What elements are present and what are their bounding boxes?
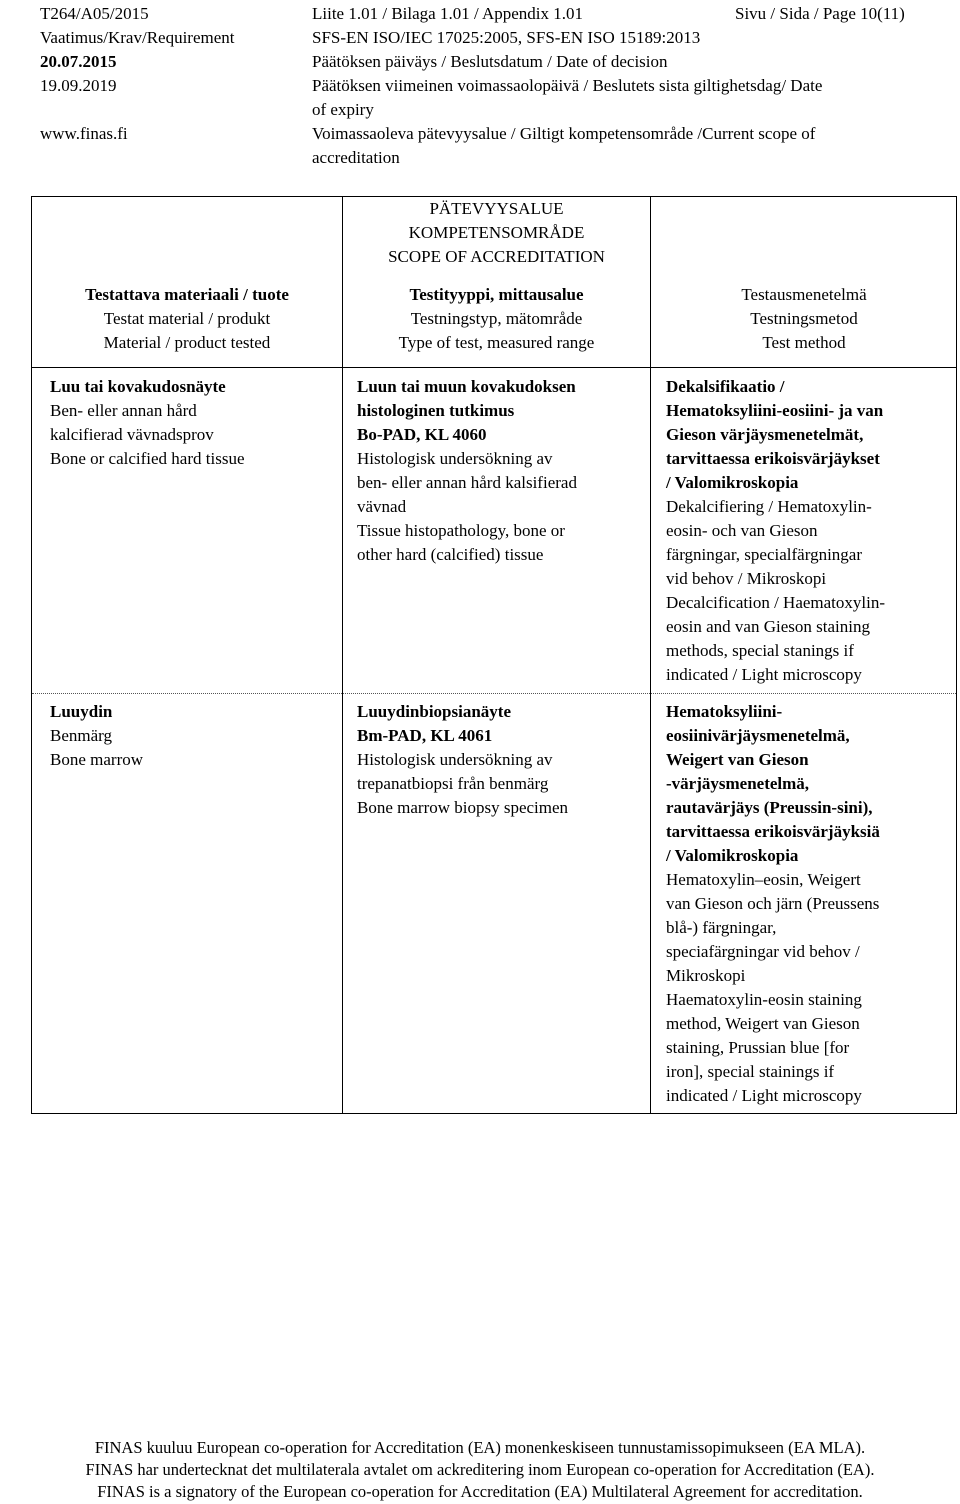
website-link[interactable]: www.finas.fi [40,124,128,143]
decision-date-label: Päätöksen päiväys / Beslutsdatum / Date of decision [312,52,668,71]
scope-label: Voimassaoleva pätevyysalue / Giltigt kompetensområde /Current scope of [312,124,816,143]
requirement-label: Vaatimus/Krav/Requirement [40,28,235,47]
column-header-test-method: Testausmenetelmä Testningsmetod Test method [741,285,867,352]
header-row-1 [0,2,960,26]
requirement-value: SFS-EN ISO/IEC 17025:2005, SFS-EN ISO 15189:2013 [312,28,701,47]
scope-table [31,196,957,1114]
scope-title: PÄTEVYYSALUE KOMPETENSOMRÅDE SCOPE OF ACCREDITATION [388,199,605,266]
column-header-test-type: Testityyppi, mittausalue Testningstyp, mätområde Type of test, measured range [398,285,595,352]
column-header-material: Testattava materiaali / tuote Testat material / produkt Material / product tested [85,285,289,352]
header-row-2 [0,26,960,50]
row1-material: Luu tai kovakudosnäyte Ben- eller annan hård kalcifierad vävnadsprov Bone or calcified hard tissue [50,377,245,468]
header-divider [32,367,956,368]
row-divider [32,693,956,694]
row2-test-type: Luuydinbiopsianäyte Bm-PAD, KL 4061 Histologisk undersökning av trepanatbiopsi från benmärg Bone marrow biopsy specimen [357,702,569,817]
appendix-label: Liite 1.01 / Bilaga 1.01 / Appendix 1.01 [312,4,584,23]
doc-id: T264/A05/2015 [40,4,149,23]
header-row-5 [0,98,960,122]
page-number: Sivu / Sida / Page 10(11) [735,4,905,23]
scope-label-cont: accreditation [312,148,400,167]
footer-line-sv: FINAS har undertecknat det multilaterala avtalet om ackreditering inom European co-operation for Accreditation (EA). [85,1460,875,1479]
footer-line-fi: FINAS kuuluu European co-operation for Accreditation (EA) monenkeskiseen tunnustamissopimukseen (EA MLA). [94,1438,866,1457]
header-row-6 [0,122,960,146]
row2-test-method: Hematoksyliini- eosiinivärjäysmenetelmä, Weigert van Gieson -värjäysmenetelmä, rautavärjäys (Preussin-sini), tarvittaessa erikoisvärjäyksiä / Valomikroskopia Hematoxylin–eosin, Weigert van Gieson och järn (Preussens blå-) färgningar, speciafärgningar vid behov / Mikroskopi Haematoxylin-eosin staining method, Weigert van Gieson staining, Prussian blue [for iron], special stainings if indicated / Light microscopy [666,702,880,1105]
expiry-date-label: Päätöksen viimeinen voimassaolopäivä / Beslutets sista giltighetsdag/ Date [312,76,823,95]
row1-test-type: Luun tai muun kovakudoksen histologinen tutkimus Bo-PAD, KL 4060 Histologisk undersökning av ben- eller annan hård kalsifierad vävnad Tissue histopathology, bone or other hard (calcified) tissue [357,377,577,564]
header-row-7 [0,146,960,170]
footer-line-en: FINAS is a signatory of the European co-operation for Accreditation (EA) Multilateral Agreement for accreditation. [97,1482,863,1501]
row2-material: Luuydin Benmärg Bone marrow [50,702,144,769]
expiry-date-label-cont: of expiry [312,100,374,119]
expiry-date: 19.09.2019 [40,76,117,95]
header-row-3 [0,50,960,74]
header-row-4 [0,74,960,98]
decision-date: 20.07.2015 [40,52,117,71]
footer-accreditation-note [0,1437,960,1503]
row1-test-method: Dekalsifikaatio / Hematoksyliini-eosiini- ja van Gieson värjäysmenetelmät, tarvittaessa erikoisvärjäykset / Valomikroskopia Dekalcifiering / Hematoxylin- eosin- och van Gieson färgningar, specialfärgningar vid behov / Mikroskopi Decalcification / Haematoxylin- eosin and van Gieson staining methods, special stanings if indicated / Light microscopy [666,377,886,684]
